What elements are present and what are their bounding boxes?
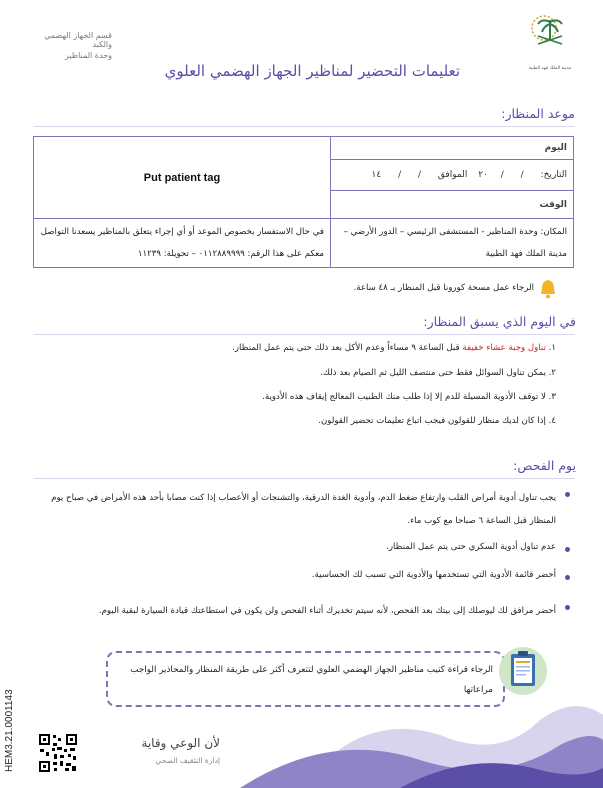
hospital-logo — [522, 10, 578, 70]
bell-icon — [538, 278, 558, 300]
footer-slogan: لأن الوعي وقاية — [141, 736, 220, 750]
list-item: أحضر قائمة الأدوية التي تستخدمها والأدوية التي تسبب لك الحساسية. — [311, 570, 556, 580]
equivalent-label: الموافق — [437, 170, 468, 180]
location-info: المكان: وحدة المناظير - المستشفى الرئيسي – الدور الأرضي – مدينة الملك فهد الطبية — [331, 219, 574, 268]
list-item: ١. تناول وجبة عشاء خفيفة قبل الساعة ٩ مساءاً وعدم الأكل بعد ذلك حتى يتم عمل المنظار. — [232, 343, 556, 353]
hijri-year: ١٤ — [371, 170, 382, 180]
booklet-icon — [498, 646, 548, 696]
covid-note: الرجاء عمل مسحة كورونا قبل المنظار بـ ٤٨ ساعة. — [353, 283, 534, 293]
exam-day-heading: يوم الفحص: — [513, 458, 576, 473]
day-before-heading: في اليوم الذي يسبق المنظار: — [423, 314, 576, 329]
item-number: ١. — [548, 343, 556, 353]
divider — [34, 126, 575, 127]
list-item: ٤. إذا كان لديك منظار للقولون فيجب اتباع تعليمات تحضير القولون. — [318, 416, 556, 426]
department-header — [30, 31, 112, 60]
divider — [34, 334, 575, 335]
date-row: التاريخ: / / ٢٠ الموافق / / ١٤ — [331, 160, 574, 191]
bullet-icon — [565, 575, 570, 580]
department-name: قسم الجهاز الهضمي والكبد — [44, 31, 112, 49]
highlight-text: تناول وجبة عشاء خفيفة — [462, 343, 546, 353]
footer-department: إدارة التثقيف الصحي — [155, 756, 220, 765]
bullet-icon — [565, 547, 570, 552]
item-number: ٤. — [548, 416, 556, 426]
list-item: ٢. يمكن تناول السوائل فقط حتى منتصف الليل ثم الصيام بعد ذلك. — [320, 368, 556, 378]
patient-tag-cell: Put patient tag — [34, 137, 331, 219]
list-item: عدم تناول أدوية السكري حتى يتم عمل المنظار. — [386, 542, 556, 552]
list-item: يجب تناول أدوية أمراض القلب وارتفاع ضغط الدم، وأدوية الغدة الدرقية، والتشنجات أو الأعصاب إذا كنت مصابا بأحد هذه الأمراض في صباح يوم المنظار قبل الساعة ٦ صباحا مع كوب ماء. — [51, 493, 556, 526]
page-title: تعليمات التحضير لمناظير الجهاز الهضمي العلوي — [164, 62, 460, 80]
appointment-table — [33, 136, 574, 268]
item-number: ٢. — [548, 368, 556, 378]
logo-caption: مدينة الملك فهد الطبية — [528, 66, 572, 71]
booklet-note: الرجاء قراءة كتيب مناظير الجهاز الهضمي العلوي لتتعرف أكثر على طريقة المنظار والمحاذير الواجب مراعاتها — [130, 665, 493, 695]
unit-name: وحدة المناظير — [64, 51, 112, 60]
divider — [34, 478, 575, 479]
document-code: HEM3.21.0001143 — [4, 689, 15, 772]
palm-swords-logo-icon — [522, 10, 578, 70]
gregorian-year: ٢٠ — [478, 170, 488, 180]
appointment-heading: موعد المنظار: — [501, 106, 575, 121]
day-label: اليوم — [331, 137, 574, 160]
bullet-icon — [565, 492, 570, 497]
list-item: أحضر مرافق لك ليوصلك إلى بيتك بعد الفحص، لأنه سيتم تخديرك أثناء الفحص ولن يكون في استطاعتك قيادة السيارة لبقية اليوم. — [98, 606, 556, 616]
item-number: ٣. — [548, 392, 556, 402]
date-label: التاريخ: — [540, 170, 567, 180]
bullet-icon — [565, 605, 570, 610]
list-item: ٣. لا توقف الأدوية المسيلة للدم إلا إذا طلب منك الطبيب المعالج إيقاف هذه الأدوية. — [262, 392, 556, 402]
footer-wave-decoration — [0, 690, 603, 788]
time-label: الوقت — [331, 191, 574, 219]
contact-info: في حال الاستفسار بخصوص الموعد أو أي إجراء يتعلق بالمناظير يسعدنا التواصل معكم على هذا الرقم: ٠١١٢٨٨٩٩٩٩ – تحويلة: ١١٢٣٩ — [34, 219, 331, 268]
qr-code-icon — [38, 733, 78, 773]
